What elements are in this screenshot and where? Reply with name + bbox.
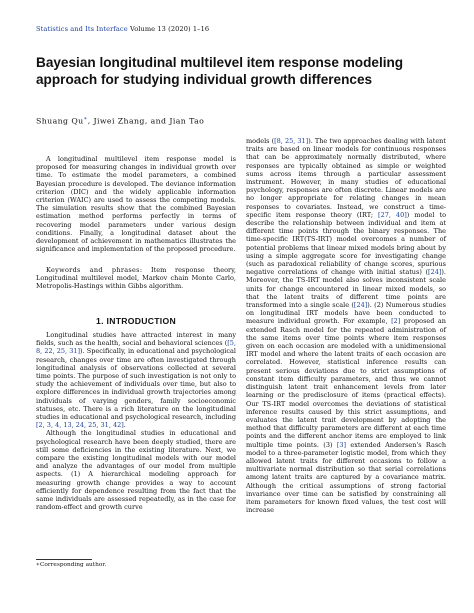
author-1: Shuang Qu xyxy=(36,116,84,126)
journal-name: Statistics and Its Interface xyxy=(36,25,128,33)
abstract xyxy=(36,155,236,253)
introduction-body xyxy=(36,331,236,511)
body-text: extended Andersen's Rasch model to a three-parameter logistic model, from which they allowed latent traits for different occasions to follow a multivariate normal distribution so that serial correlations among latent traits are captured by a covariance matrix. Although the critical assumptions of strong factorial invariance over time can be satisfied by constraining all item parameters for known fixed values, the test cost will increase xyxy=(246,440,447,515)
keywords-label: Keywords and phrases: xyxy=(46,266,143,274)
citation-link[interactable]: [2] xyxy=(391,317,401,326)
body-text: ). Moreover, the TS-IRT model also solves inconsistent scale units for change encountered in linear mixed models, so that the latent traits of different time points are transformed into a single scale ( xyxy=(246,268,446,310)
body-text: models xyxy=(246,137,272,145)
section-heading xyxy=(36,316,236,326)
corresponding-author-mark: ∗ xyxy=(83,116,88,122)
citation-link[interactable]: [8, 25, 31] xyxy=(274,137,309,145)
citation-link[interactable]: [5, 8, 22, 25, 31] xyxy=(36,339,236,356)
citation-link[interactable]: [27, 40] xyxy=(378,210,407,219)
author-line xyxy=(36,116,204,126)
right-paragraph: models ([8, 25, 31]). The two approaches dealing with latent traits are based on linear models for continuous responses that can be approximately normally distributed, where responses are typically obtained as simple or weighted sums across items through a particular assessment instrument. However, in many studies of educational psychology, responses are often discrete. Linear models are no longer appropriate for relating changes in mean responses to covariates. Instead, we construct a time-specific item response theory (IRT; [27, 40]) model to describe the relationship between individual and item at different time points through the binary responses. The time-specific IRT(TS-IRT) model overcomes a number of potential problems that linear mixed models bring about by using a simple aggregate score for investigating change (such as paradoxical reliability of change scores, spurious negative correlations of change with initial status) ([24]). Moreover, the TS-IRT model also solves inconsistent scale units for change encountered in linear mixed models, so that the latent traits of different time points are transformed into a single scale ([24]). (2) Numerous studies on longitudinal IRT models have been conducted to measure individual growth. For example, [2] proposed an extended Rasch model for the repeated administration of the same items over time points where item responses given on each occasion are modeled with a unidimensional IRT model and where the latent traits of each occasion are correlated. However, statistical inference results can present serious deviations due to strict assumptions of constant item difficulty parameters, and thus we cannot distinguish latent trait enhancement levels from later learning or the predisclosure of items (practical effects). Our TS-IRT model overcomes the deviations of statistical inference results caused by this strict assumptions, and evaluates the latent trait development by adopting the method that difficulty parameters are different at each time points and the different anchor items are employed to link multiple time points. (3) [3] extended Andersen's Rasch model to a three-parameter logistic model, from which they allowed latent traits for different occasions to follow a multivariate normal distribution so that serial correlations among latent traits are captured by a covariance matrix. Although the critical assumptions of strong factorial invariance over time can be satisfied by constraining all item parameters for known fixed values, the test cost will increase xyxy=(246,137,447,515)
abstract-text: A longitudinal multilevel item response model is proposed for measuring changes in individual growth over time. To estimate the model parameters, a combined Bayesian procedure is developed. The deviance information criterion (DIC) and the widely applicable information criterion (WAIC) are used to assess the competing models. The simulation results show that the combined Bayesian estimation method performs perfectly in terms of recovering model parameters under various design conditions. Finally, a longitudinal dataset about the development of achievement in mathematics illustrates the significance and implementation of the proposed procedure. xyxy=(36,155,236,254)
intro-paragraph-1 xyxy=(36,331,236,429)
citation-link[interactable]: [24] xyxy=(353,301,368,310)
intro-text: Longitudinal studies have attracted interest in many fields, such as the health, social and behavioral sciences ( xyxy=(36,331,236,348)
other-authors: , Jiwei Zhang, and Jian Tao xyxy=(87,116,205,126)
footnote: ∗Corresponding author. xyxy=(36,562,107,568)
body-text: ) model to describe the relationship between individual and item at different time points through the binary responses. The time-specific IRT(TS-IRT) model overcomes a number of potential problems that linear mixed models bring about by using a simple aggregate score for investigating change (such as paradoxical reliability of change scores, spurious negative correlations of change with initial status) ( xyxy=(246,210,446,277)
section-title: INTRODUCTION xyxy=(106,316,176,326)
section-number: 1. xyxy=(96,316,104,326)
citation-link[interactable]: [2, 3, 4, 13, 24, 25, 31, 42] xyxy=(36,421,124,430)
right-column-body xyxy=(246,137,446,514)
body-text: proposed an extended Rasch model for the repeated administration of the same items over time points where item responses given on each occasion are modeled with a unidimensional IRT model and where the latent traits of each occasion are correlated. However, statistical inference results can present serious deviations due to strict assumptions of constant item difficulty parameters, and thus we cannot distinguish latent trait enhancement levels from later learning or the predisclosure of items (practical effects). Our TS-IRT model overcomes the deviations of statistical inference results caused by this strict assumptions, and evaluates the latent trait development by adopting the method that difficulty parameters are different at each time points and the different anchor items are employed to link multiple time points. (3) xyxy=(246,317,446,449)
keywords-text: Item response theory, Longitudinal multilevel model, Markov chain Monte Carlo, Metropolis-Hastings within Gibbs algorithm. xyxy=(36,266,236,291)
intro-text: ). Specifically, in educational and psychological research, changes over time are often investigated through longitudinal analysis of observations collected at several time points. The purpose of such investigation is not only to study the achievement of individuals over time, but also to explore differences in individual growth trajectories among individuals of varying genders, family socioeconomic statuses, etc. There is a rich literature on the longitudinal studies in educational and psychological research, including xyxy=(36,347,236,422)
intro-text: . xyxy=(123,421,126,430)
body-text: ). (2) Numerous studies on longitudinal IRT models have been conducted to measure individual growth. For example, xyxy=(246,301,446,326)
body-text: ). The two approaches dealing with latent traits are based on linear models for continuous responses that can be approximately normally distributed, where responses are typically obtained as simple or weighted sums across items through a particular assessment instrument. However, in many studies of educational psychology, responses are often discrete. Linear models are no longer appropriate for relating changes in mean responses to covariates. Instead, we construct a time-specific item response theory (IRT; xyxy=(246,137,446,219)
intro-paragraph-2: Although the longitudinal studies in educational and psychological research have been deeply studied, there are still some deficiencies in the existing literature. Next, we compare the existing longitudinal models with our model and analyze the advantages of our model from multiple aspects. (1) A hierarchical modeling approach for measuring growth change provides a way to account efficiently for dependence resulting from the fact that the same individuals are assessed repeatedly, as in the case for random-effect and growth curve xyxy=(36,429,236,512)
footnote-divider xyxy=(36,559,92,560)
paper-title: Bayesian longitudinal multilevel item response modeling approach for studying individual growth differences xyxy=(36,55,404,87)
citation-link[interactable]: [3] xyxy=(336,440,347,449)
volume-info: Volume 13 (2020) 1–16 xyxy=(129,25,210,33)
running-head xyxy=(36,25,209,33)
keywords xyxy=(36,266,236,291)
citation-link[interactable]: [24] xyxy=(428,268,442,277)
